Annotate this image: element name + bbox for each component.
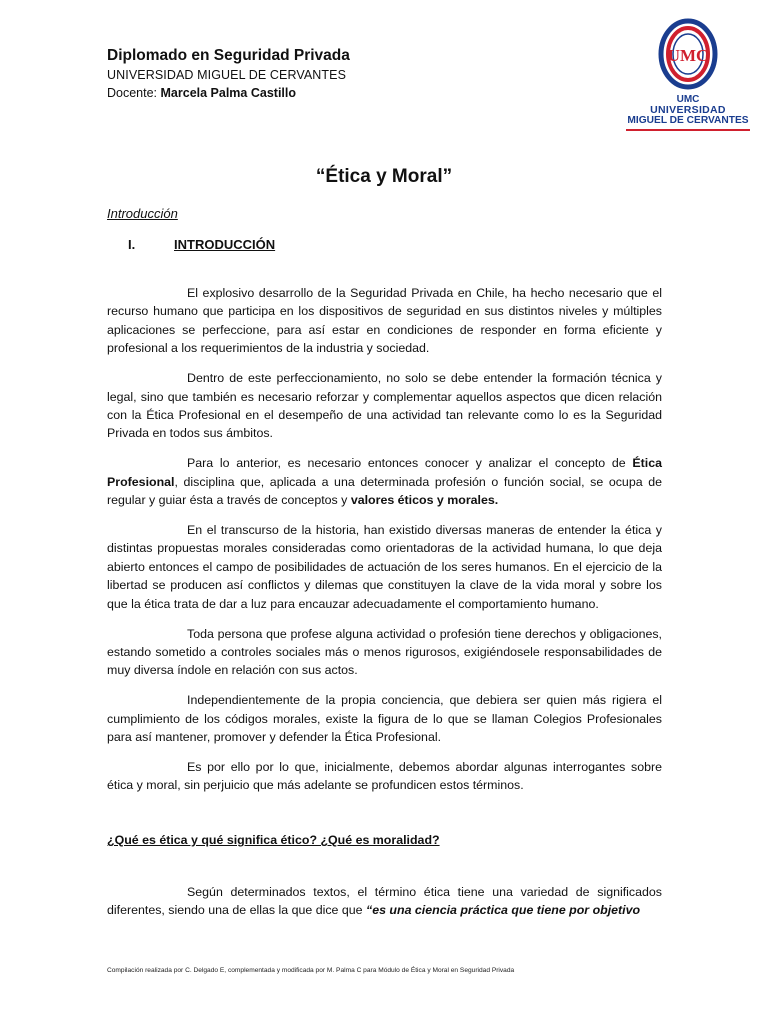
course-title: Diplomado en Seguridad Privada bbox=[107, 47, 350, 64]
quoted-definition: “es una ciencia práctica que tiene por objetivo bbox=[366, 903, 641, 918]
section-title: INTRODUCCIÓN bbox=[174, 237, 276, 252]
logo-line-2: UNIVERSIDAD bbox=[650, 104, 726, 116]
page-footer: Compilación realizada por C. Delgado E, complementada y modificada por M. Palma C para Módulo de Ética y Moral en Seguridad Privada bbox=[107, 967, 515, 974]
section-number: I. bbox=[128, 237, 136, 252]
logo-line-3: MIGUEL DE CERVANTES bbox=[627, 115, 749, 126]
document-header bbox=[107, 46, 527, 102]
logo-line-1: UMC bbox=[676, 94, 700, 105]
subsection-question: ¿Qué es ética y qué significa ético? ¿Qué es moralidad? bbox=[107, 833, 440, 847]
section-heading bbox=[128, 236, 275, 253]
paragraph-text: Según determinados textos, el término ética tiene una variedad de significados diferentes, siendo una de ellas la que dice que bbox=[107, 885, 662, 918]
paragraph: Toda persona que profese alguna actividad o profesión tiene derechos y obligaciones, estando sometido a controles sociales más o menos rigurosos, exigiéndosele responsabilidades de muy diversa índole en relación con sus actos. bbox=[107, 626, 662, 678]
body-text bbox=[107, 284, 662, 806]
paragraph bbox=[107, 883, 662, 920]
teacher-label: Docente: bbox=[107, 86, 161, 100]
logo-emblem bbox=[624, 16, 752, 96]
logo-monogram: UMC bbox=[667, 46, 709, 65]
bold-term: valores éticos y morales. bbox=[350, 493, 499, 508]
logo-underline bbox=[626, 129, 750, 131]
paragraph-text: , disciplina que, aplicada a una determinada profesión o función social, se ocupa de regular y guiar ésta a través de conceptos y bbox=[107, 474, 662, 508]
paragraph: Es por ello por lo que, inicialmente, debemos abordar algunas interrogantes sobre ética y moral, sin perjuicio que más adelante se profundicen estos términos. bbox=[107, 759, 662, 793]
paragraph: El explosivo desarrollo de la Seguridad Privada en Chile, ha hecho necesario que el recurso humano que participa en los dispositivos de seguridad en sus distintos niveles y múltiples aplicaciones se perfeccione, para así estar en condiciones de responder en forma eficiente y profesional a los requerimientos de la industria y sociedad. bbox=[107, 286, 662, 356]
body-text-continued bbox=[107, 883, 662, 920]
paragraph-text: Para lo anterior, es necesario entonces conocer y analizar el concepto de bbox=[187, 456, 633, 471]
document-title: “Ética y Moral” bbox=[315, 166, 453, 187]
bold-term: Ética Profesional bbox=[107, 456, 662, 489]
paragraph bbox=[107, 454, 662, 509]
paragraph: En el transcurso de la historia, han existido diversas maneras de entender la ética y distintas propuestas morales consideradas como orientadoras de la actividad humana, lo que deja abierto entonces el campo de posibilidades de actuación de los seres humanos. En el ejercicio de la libertad se producen así conflictos y dilemas que constituyen la clave de la vida moral y sobre los que la ética trata de dar a luz para encauzar adecuadamente el comportamiento humano. bbox=[107, 522, 662, 611]
paragraph: Independientemente de la propia conciencia, que debiera ser quien más rigiera el cumplimiento de los códigos morales, existe la figura de lo que se llaman Colegios Profesionales para así mantener, promover y defender la Ética Profesional. bbox=[107, 693, 662, 745]
university-name: UNIVERSIDAD MIGUEL DE CERVANTES bbox=[107, 68, 347, 82]
teacher-line bbox=[107, 84, 527, 102]
intro-label: Introducción bbox=[107, 206, 178, 221]
teacher-name: Marcela Palma Castillo bbox=[160, 86, 296, 100]
university-logo bbox=[624, 16, 752, 144]
paragraph: Dentro de este perfeccionamiento, no solo se debe entender la formación técnica y legal, sino que también es necesario reforzar y complementar aquellos aspectos que dicen relación con la Ética Profesional en el desempeño de una actividad tan relevante como lo es la Seguridad Privada en todos sus ámbitos. bbox=[107, 371, 662, 441]
